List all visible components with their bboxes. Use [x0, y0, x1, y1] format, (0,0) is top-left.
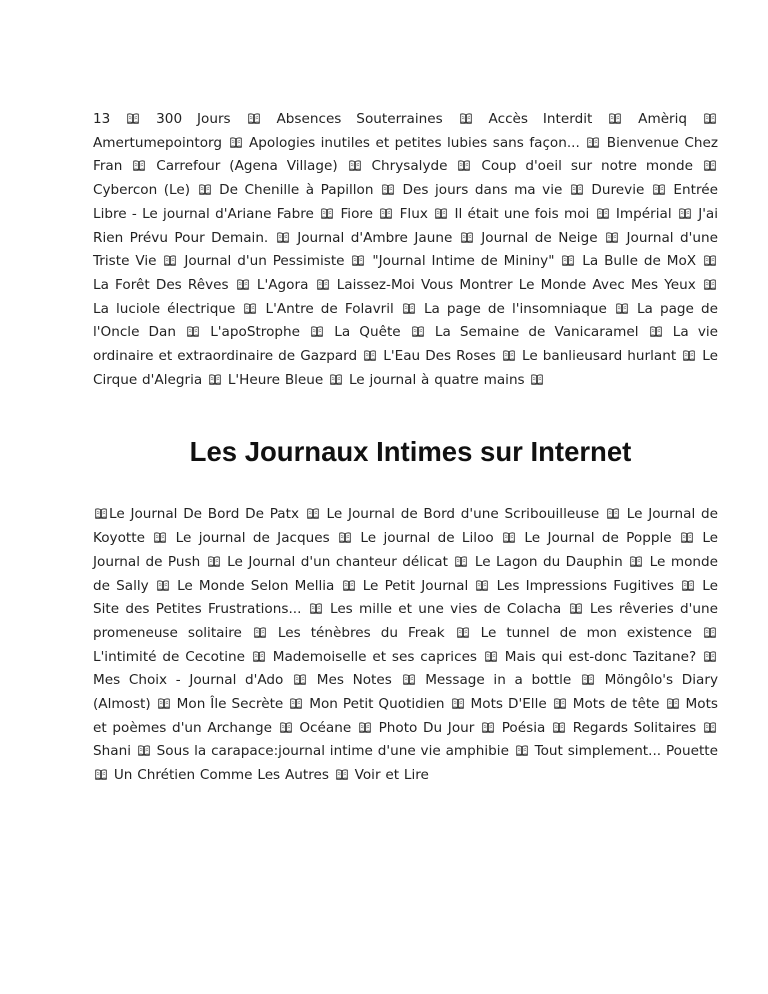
journal-link[interactable]: Le Site des Petites Frustrations... [93, 577, 718, 618]
document-page [93, 108, 718, 788]
open-book-icon [597, 208, 609, 219]
journal-link[interactable]: Les rêveries d'une promeneuse solitaire [93, 601, 718, 641]
open-book-icon [403, 303, 415, 314]
open-book-icon [412, 326, 424, 337]
journal-link[interactable]: Bienvenue Chez Fran [93, 134, 718, 175]
journal-link[interactable]: Le Journal De Bord De Patx [109, 506, 299, 523]
open-book-icon [667, 698, 679, 709]
open-book-icon [339, 532, 351, 543]
journal-link[interactable]: Il était une fois moi [454, 205, 590, 222]
open-book-icon [587, 137, 599, 148]
journal-link[interactable]: Mes Choix - Journal d'Ado [93, 672, 284, 689]
open-book-icon [310, 603, 322, 614]
journal-link[interactable]: Laissez-Moi Vous Montrer Le Monde Avec Mes Yeux [336, 276, 696, 293]
open-book-icon [681, 532, 693, 543]
open-book-icon [452, 698, 464, 709]
open-book-icon [154, 532, 166, 543]
journal-link[interactable]: La Quête [334, 324, 401, 341]
journal-link[interactable]: Le Monde Selon Mellia [177, 577, 335, 594]
open-book-icon [616, 303, 628, 314]
open-book-icon [138, 745, 150, 756]
open-book-icon [553, 722, 565, 733]
journal-link[interactable]: Amèriq [638, 111, 688, 127]
open-book-icon [682, 580, 694, 591]
journal-link[interactable]: 13 [93, 111, 111, 127]
journal-link[interactable]: 300 Jours [156, 111, 231, 127]
journal-link[interactable]: La page de l'insomniaque [423, 300, 607, 317]
open-book-icon [277, 232, 289, 243]
journal-link[interactable]: Entrée Libre - Le journal d'Ariane Fabre [93, 182, 718, 222]
open-book-icon [704, 722, 716, 733]
open-book-icon [704, 160, 716, 171]
open-book-icon [244, 303, 256, 314]
journal-link[interactable]: Möngôlo's Diary (Almost) [93, 672, 718, 713]
journal-link[interactable]: Océane [299, 719, 352, 736]
journal-link[interactable]: Mots de tête [572, 696, 660, 713]
journal-link[interactable]: "Journal Intime de Mininy" [372, 253, 555, 270]
open-book-icon [248, 113, 260, 124]
journal-link[interactable]: Durevie [591, 182, 645, 199]
journal-link[interactable]: La Semaine de Vanicaramel [434, 324, 639, 341]
open-book-icon [127, 113, 139, 124]
journal-link[interactable]: Carrefour (Agena Village) [156, 158, 338, 175]
open-book-icon [650, 326, 662, 337]
page-title: Les Journaux Intimes sur Internet [189, 436, 632, 468]
open-book-icon [95, 769, 107, 780]
journal-link[interactable]: Regards Solitaires [572, 719, 697, 736]
open-book-icon [458, 160, 470, 171]
journal-link[interactable]: Le Journal de Bord d'une Scribouilleuse [326, 506, 600, 523]
open-book-icon [349, 160, 361, 171]
open-book-icon [208, 556, 220, 567]
journal-link[interactable]: Mon Petit Quotidien [309, 696, 445, 713]
open-book-icon [380, 208, 392, 219]
journal-link[interactable]: Message in a bottle [425, 672, 572, 689]
journal-link[interactable]: Le journal de Jacques [175, 530, 330, 547]
journal-link[interactable]: Le journal de Liloo [360, 530, 494, 547]
journal-link[interactable]: Poésia [501, 719, 546, 736]
open-book-icon [630, 556, 642, 567]
open-book-icon [253, 651, 265, 662]
open-book-icon [187, 326, 199, 337]
journal-link[interactable]: Le Journal de Push [93, 530, 719, 570]
open-book-icon [704, 279, 716, 290]
open-book-icon [280, 722, 292, 733]
journal-link[interactable]: Les ténèbres du Freak [277, 624, 445, 641]
journal-link[interactable]: Mon Île Secrète [176, 696, 284, 713]
open-book-icon [457, 627, 469, 638]
open-book-icon [482, 722, 494, 733]
open-book-icon [476, 580, 488, 591]
journal-link[interactable]: Journal d'un Pessimiste [184, 253, 345, 270]
journal-link[interactable]: L'Agora [256, 276, 309, 293]
journal-link[interactable]: Tout simplement... Pouette [534, 743, 718, 760]
open-book-icon [307, 508, 319, 519]
open-book-icon [679, 208, 691, 219]
journal-link[interactable]: Mes Notes [316, 672, 392, 689]
journal-link[interactable]: Le Petit Journal [362, 577, 469, 594]
journal-link[interactable]: Le Journal de Popple [524, 530, 672, 547]
journal-link[interactable]: Des jours dans ma vie [402, 182, 563, 199]
open-book-icon [562, 255, 574, 266]
journal-link[interactable]: La page de l'Oncle Dan [93, 300, 718, 341]
open-book-icon [435, 208, 447, 219]
journal-link[interactable]: Le Cirque d'Alegria [93, 348, 718, 388]
journal-link[interactable]: La Bulle de MoX [582, 253, 697, 270]
journal-link[interactable]: Photo Du Jour [378, 719, 475, 736]
open-book-icon [531, 374, 543, 385]
journal-link[interactable]: L'intimité de Cecotine [93, 648, 245, 665]
journal-link[interactable]: Journal d'Ambre Jaune [297, 229, 453, 246]
open-book-icon [95, 508, 107, 519]
open-book-icon [606, 232, 618, 243]
journal-link[interactable]: Mots D'Elle [470, 696, 547, 713]
journal-link[interactable]: Mots et poèmes d'un Archange [93, 696, 719, 736]
open-book-icon [133, 160, 145, 171]
journal-link[interactable]: L'Antre de Folavril [265, 300, 394, 317]
journal-link[interactable]: Un Chrétien Comme Les Autres [113, 767, 329, 784]
open-book-icon [653, 184, 665, 195]
journal-link[interactable]: L'Eau Des Roses [383, 348, 496, 365]
open-book-icon [554, 698, 566, 709]
open-book-icon [321, 208, 333, 219]
open-book-icon [503, 532, 515, 543]
open-book-icon [311, 326, 323, 337]
journal-link[interactable]: Journal de Neige [481, 229, 598, 246]
open-book-icon [403, 674, 415, 685]
open-book-icon [461, 232, 473, 243]
open-book-icon [364, 350, 376, 361]
open-book-icon [704, 627, 716, 638]
journal-link[interactable]: Fiore [340, 205, 374, 222]
journal-link[interactable]: La Forêt Des Rêves [93, 276, 229, 293]
open-book-icon [683, 350, 695, 361]
journal-link[interactable]: L'apoStrophe [210, 324, 300, 341]
journal-link[interactable]: Shani [93, 743, 131, 760]
open-book-icon [330, 374, 342, 385]
journal-link[interactable]: Apologies inutiles et petites lubies sans façon... [248, 134, 580, 151]
open-book-icon [704, 255, 716, 266]
journal-link[interactable]: Le journal à quatre mains [348, 371, 525, 388]
journal-link[interactable]: Le monde de Sally [93, 553, 718, 594]
open-book-icon [290, 698, 302, 709]
open-book-icon [336, 769, 348, 780]
journal-link[interactable]: Chrysalyde [371, 158, 448, 175]
open-book-icon [460, 113, 472, 124]
journal-link[interactable]: Impérial [615, 205, 672, 222]
open-book-icon [571, 184, 583, 195]
open-book-icon [254, 627, 266, 638]
open-book-icon [230, 137, 242, 148]
open-book-icon [352, 255, 364, 266]
journal-link[interactable]: Sous la carapace:journal intime d'une vie amphibie [156, 743, 509, 760]
journal-link[interactable]: Le tunnel de mon existence [480, 624, 692, 641]
open-book-icon [704, 113, 716, 124]
journal-link[interactable]: Flux [399, 205, 428, 222]
journal-link[interactable]: La vie ordinaire et extraordinaire de Gazpard [93, 324, 719, 365]
journal-link[interactable]: De Chenille à Papillon [219, 182, 374, 199]
open-book-icon [158, 698, 170, 709]
open-book-icon [382, 184, 394, 195]
journal-link[interactable]: Cybercon (Le) [93, 182, 191, 199]
journal-link[interactable]: Le banlieusard hurlant [521, 348, 677, 365]
journal-link[interactable]: L'Heure Bleue [227, 371, 324, 388]
journal-link[interactable]: J'ai Rien Prévu Pour Demain. [93, 205, 719, 246]
journal-link[interactable]: Journal d'une Triste Vie [93, 229, 718, 270]
journal-link[interactable]: Coup d'oeil sur notre monde [481, 158, 694, 175]
journal-links-list-top [93, 108, 718, 392]
open-book-icon [294, 674, 306, 685]
journal-link[interactable]: Accès Interdit [488, 111, 593, 127]
open-book-icon [582, 674, 594, 685]
open-book-icon [516, 745, 528, 756]
open-book-icon [704, 651, 716, 662]
journal-link[interactable]: La luciole électrique [93, 300, 236, 317]
journal-link[interactable]: Les mille et une vies de Colacha [329, 601, 562, 618]
journal-link[interactable]: Le Lagon du Dauphin [474, 553, 623, 570]
open-book-icon [164, 255, 176, 266]
open-book-icon [485, 651, 497, 662]
open-book-icon [455, 556, 467, 567]
open-book-icon [359, 722, 371, 733]
journal-link[interactable]: Les Impressions Fugitives [496, 577, 674, 594]
journal-link[interactable]: Mais qui est-donc Tazitane? [504, 648, 697, 665]
journal-link[interactable]: Le Journal de Koyotte [93, 506, 718, 547]
open-book-icon [570, 603, 582, 614]
journal-link[interactable]: Le Journal d'un chanteur délicat [227, 553, 448, 570]
journal-link[interactable]: Absences Souterraines [276, 111, 443, 127]
open-book-icon [199, 184, 211, 195]
journal-links-list-bottom [93, 503, 718, 787]
open-book-icon [157, 580, 169, 591]
open-book-icon [237, 279, 249, 290]
open-book-icon [503, 350, 515, 361]
journal-link[interactable]: Amertumepointorg [93, 134, 223, 151]
open-book-icon [607, 508, 619, 519]
open-book-icon [609, 113, 621, 124]
open-book-icon [209, 374, 221, 385]
open-book-icon [317, 279, 329, 290]
journal-link[interactable]: Mademoiselle et ses caprices [272, 648, 478, 665]
open-book-icon [343, 580, 355, 591]
journal-link[interactable]: Voir et Lire [354, 767, 429, 784]
